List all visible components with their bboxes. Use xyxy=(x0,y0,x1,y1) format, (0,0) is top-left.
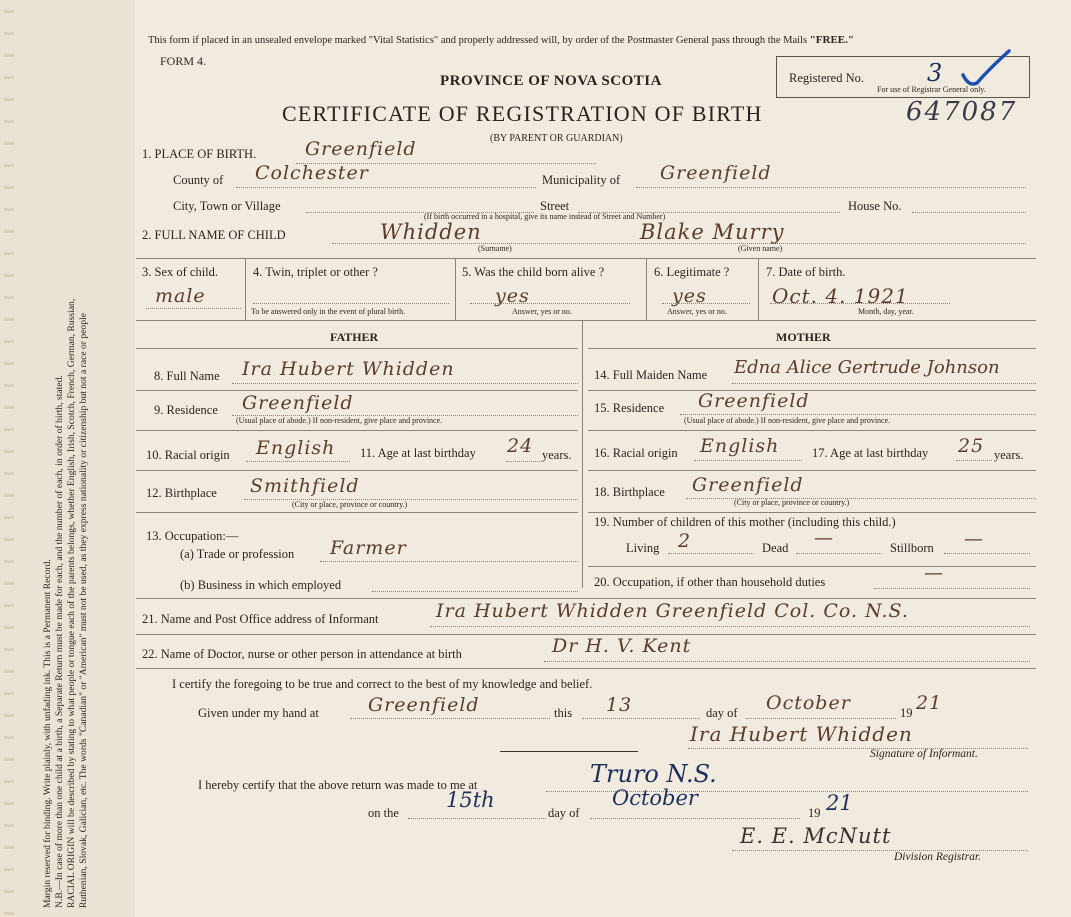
mother-children-label: 19. Number of children of this mother (including this child.) xyxy=(594,515,896,529)
father-racial-origin-label: 10. Racial origin xyxy=(146,448,230,462)
registrar-note: For use of Registrar General only. xyxy=(877,85,986,94)
child-surname-value: Whidden xyxy=(380,220,482,244)
certify-day-of-label: day of xyxy=(706,706,738,720)
given-name-caption: (Given name) xyxy=(738,244,783,253)
registrar-place-value: Truro N.S. xyxy=(590,760,717,788)
father-birthplace-value: Smithfield xyxy=(250,475,360,497)
mother-name-value: Edna Alice Gertrude Johnson xyxy=(734,357,1000,378)
municipality-label: Municipality of xyxy=(542,173,621,187)
registrar-year-value: 21 xyxy=(826,791,853,815)
mother-occupation-label: 20. Occupation, if other than household duties xyxy=(594,575,826,589)
father-business-label: (b) Business in which employed xyxy=(180,578,342,592)
mother-age-value: 25 xyxy=(958,435,985,457)
informant-value: Ira Hubert Whidden Greenfield Col. Co. N.S. xyxy=(436,600,909,622)
mother-name-label: 14. Full Maiden Name xyxy=(594,368,708,382)
on-the-label: on the xyxy=(368,806,399,820)
mother-racial-origin-value: English xyxy=(700,435,780,457)
certify-day-value: 13 xyxy=(606,694,633,716)
certify-year-prefix: 19 xyxy=(900,706,913,720)
registrar-month-value: October xyxy=(612,786,698,810)
stillborn-label: Stillborn xyxy=(890,541,934,555)
legitimate-note: Answer, yes or no. xyxy=(667,307,727,316)
living-label: Living xyxy=(626,541,660,555)
margin-line-2: N.B.—In case of more than one child at a birth, a Separate Return must be made for each, and the number of each, in order of birth, stated. xyxy=(54,375,65,908)
father-heading: FATHER xyxy=(330,330,379,344)
father-age-value: 24 xyxy=(507,435,534,457)
mother-residence-note: (Usual place of abode.) If non-resident, give place and province. xyxy=(684,416,891,425)
living-value: 2 xyxy=(678,530,692,552)
mother-racial-origin-label: 16. Racial origin xyxy=(594,446,678,460)
registrar-day-of-label: day of xyxy=(548,806,580,820)
registrar-year-prefix: 19 xyxy=(808,806,821,820)
registered-label: Registered No. xyxy=(789,71,864,85)
place-of-birth-label: 1. PLACE OF BIRTH. xyxy=(142,147,257,161)
county-label: County of xyxy=(173,173,224,187)
twin-label: 4. Twin, triplet or other ? xyxy=(253,265,378,279)
mother-heading: MOTHER xyxy=(776,330,831,344)
stamp-number: 647087 xyxy=(906,97,1018,127)
certify-year-value: 21 xyxy=(916,692,943,714)
place-of-birth-value: Greenfield xyxy=(305,138,417,160)
county-value: Colchester xyxy=(255,162,369,184)
dead-label: Dead xyxy=(762,541,789,555)
house-number-label: House No. xyxy=(848,199,902,213)
mother-age-label: 17. Age at last birthday xyxy=(812,446,929,460)
certify-month-value: October xyxy=(766,692,851,714)
registered-value: 3 xyxy=(927,59,943,87)
date-of-birth-value: Oct. 4. 1921 xyxy=(772,284,909,308)
certificate-title: CERTIFICATE OF REGISTRATION OF BIRTH xyxy=(282,101,763,126)
dead-value: — xyxy=(814,527,834,549)
given-under-hand-label: Given under my hand at xyxy=(198,706,319,720)
informant-label: 21. Name and Post Office address of Informant xyxy=(142,612,379,626)
born-alive-label: 5. Was the child born alive ? xyxy=(462,265,605,279)
father-name-label: 8. Full Name xyxy=(154,369,220,383)
born-alive-value: yes xyxy=(495,285,530,307)
mother-birthplace-note: (City or place, province or country.) xyxy=(734,498,850,507)
sex-label: 3. Sex of child. xyxy=(142,265,219,279)
certificate-subtitle: (BY PARENT OR GUARDIAN) xyxy=(490,133,623,144)
division-registrar-caption: Division Registrar. xyxy=(894,851,981,863)
margin-line-3: RACIAL ORIGIN will be described by stating to what people or tongue each of the parents belongs, whether English, Irish, Scotch, French, German, Russian, xyxy=(66,298,77,908)
mother-birthplace-value: Greenfield xyxy=(692,474,804,496)
mother-residence-value: Greenfield xyxy=(698,390,810,412)
mail-notice-text: This form if placed in an unsealed envelope marked "Vital Statistics" and properly addressed will, by order of the Postmaster General pass through the Mails xyxy=(148,35,808,46)
certify-statement: I certify the foregoing to be true and correct to the best of my knowledge and belief. xyxy=(172,677,593,691)
binding-holes xyxy=(4,0,14,917)
doctor-value: Dr H. V. Kent xyxy=(552,635,692,657)
doctor-label: 22. Name of Doctor, nurse or other person in attendance at birth xyxy=(142,647,462,661)
binding-margin xyxy=(0,0,135,917)
child-name-label: 2. FULL NAME OF CHILD xyxy=(142,228,286,242)
father-occupation-label: 13. Occupation:— xyxy=(146,529,239,543)
date-of-birth-note: Month, day, year. xyxy=(858,307,914,316)
father-racial-origin-value: English xyxy=(256,437,336,459)
stillborn-value: — xyxy=(964,528,984,550)
city-label: City, Town or Village xyxy=(173,199,281,213)
father-residence-note: (Usual place of abode.) If non-resident, give place and province. xyxy=(236,416,443,425)
mother-occupation-value: — xyxy=(924,562,944,584)
this-label: this xyxy=(554,706,573,720)
date-of-birth-label: 7. Date of birth. xyxy=(766,265,846,279)
legitimate-label: 6. Legitimate ? xyxy=(654,265,730,279)
mail-notice-free: "FREE." xyxy=(809,34,854,46)
registrar-statement: I hereby certify that the above return was made to me at xyxy=(198,778,478,792)
mother-residence-label: 15. Residence xyxy=(594,401,665,415)
registered-box xyxy=(776,56,1030,98)
child-given-name-value: Blake Murry xyxy=(640,220,785,244)
father-age-label: 11. Age at last birthday xyxy=(360,446,476,460)
form-number: FORM 4. xyxy=(160,54,207,68)
margin-instructions xyxy=(42,8,90,908)
father-years-label: years. xyxy=(542,448,572,462)
father-trade-value: Farmer xyxy=(330,537,407,559)
legitimate-value: yes xyxy=(672,285,707,307)
father-birthplace-note: (City or place, province or country.) xyxy=(292,500,408,509)
mother-years-label: years. xyxy=(994,448,1024,462)
street-label: Street xyxy=(540,199,570,213)
surname-caption: (Surname) xyxy=(478,244,512,253)
margin-line-4: Ruthenian, Slovak, Galician, etc. The words "Canadian" or "American" must not be used, as they express nationality or citizenship but not a race or people xyxy=(78,313,89,908)
hospital-note: (If birth occurred in a hospital, give its name instead of Street and Number) xyxy=(424,212,666,221)
informant-signature-caption: Signature of Informant. xyxy=(870,748,978,760)
margin-line-1: Margin reserved for binding. Write plainly, with unfading ink. This is a Permanent Record. xyxy=(42,559,53,908)
informant-signature: Ira Hubert Whidden xyxy=(690,722,913,746)
municipality-value: Greenfield xyxy=(660,162,772,184)
father-trade-label: (a) Trade or profession xyxy=(180,547,295,561)
province-heading: PROVINCE OF NOVA SCOTIA xyxy=(440,73,662,89)
father-residence-value: Greenfield xyxy=(242,392,354,414)
born-alive-note: Answer, yes or no. xyxy=(512,307,572,316)
registrar-signature: E. E. McNutt xyxy=(740,824,892,848)
father-residence-label: 9. Residence xyxy=(154,403,218,417)
father-name-value: Ira Hubert Whidden xyxy=(242,358,455,380)
father-birthplace-label: 12. Birthplace xyxy=(146,486,217,500)
sex-value: male xyxy=(155,285,206,307)
given-place-value: Greenfield xyxy=(368,694,480,716)
mail-notice xyxy=(148,34,854,46)
twin-note: To be answered only in the event of plural birth. xyxy=(251,307,406,316)
registrar-day-value: 15th xyxy=(446,788,495,812)
mother-birthplace-label: 18. Birthplace xyxy=(594,485,665,499)
